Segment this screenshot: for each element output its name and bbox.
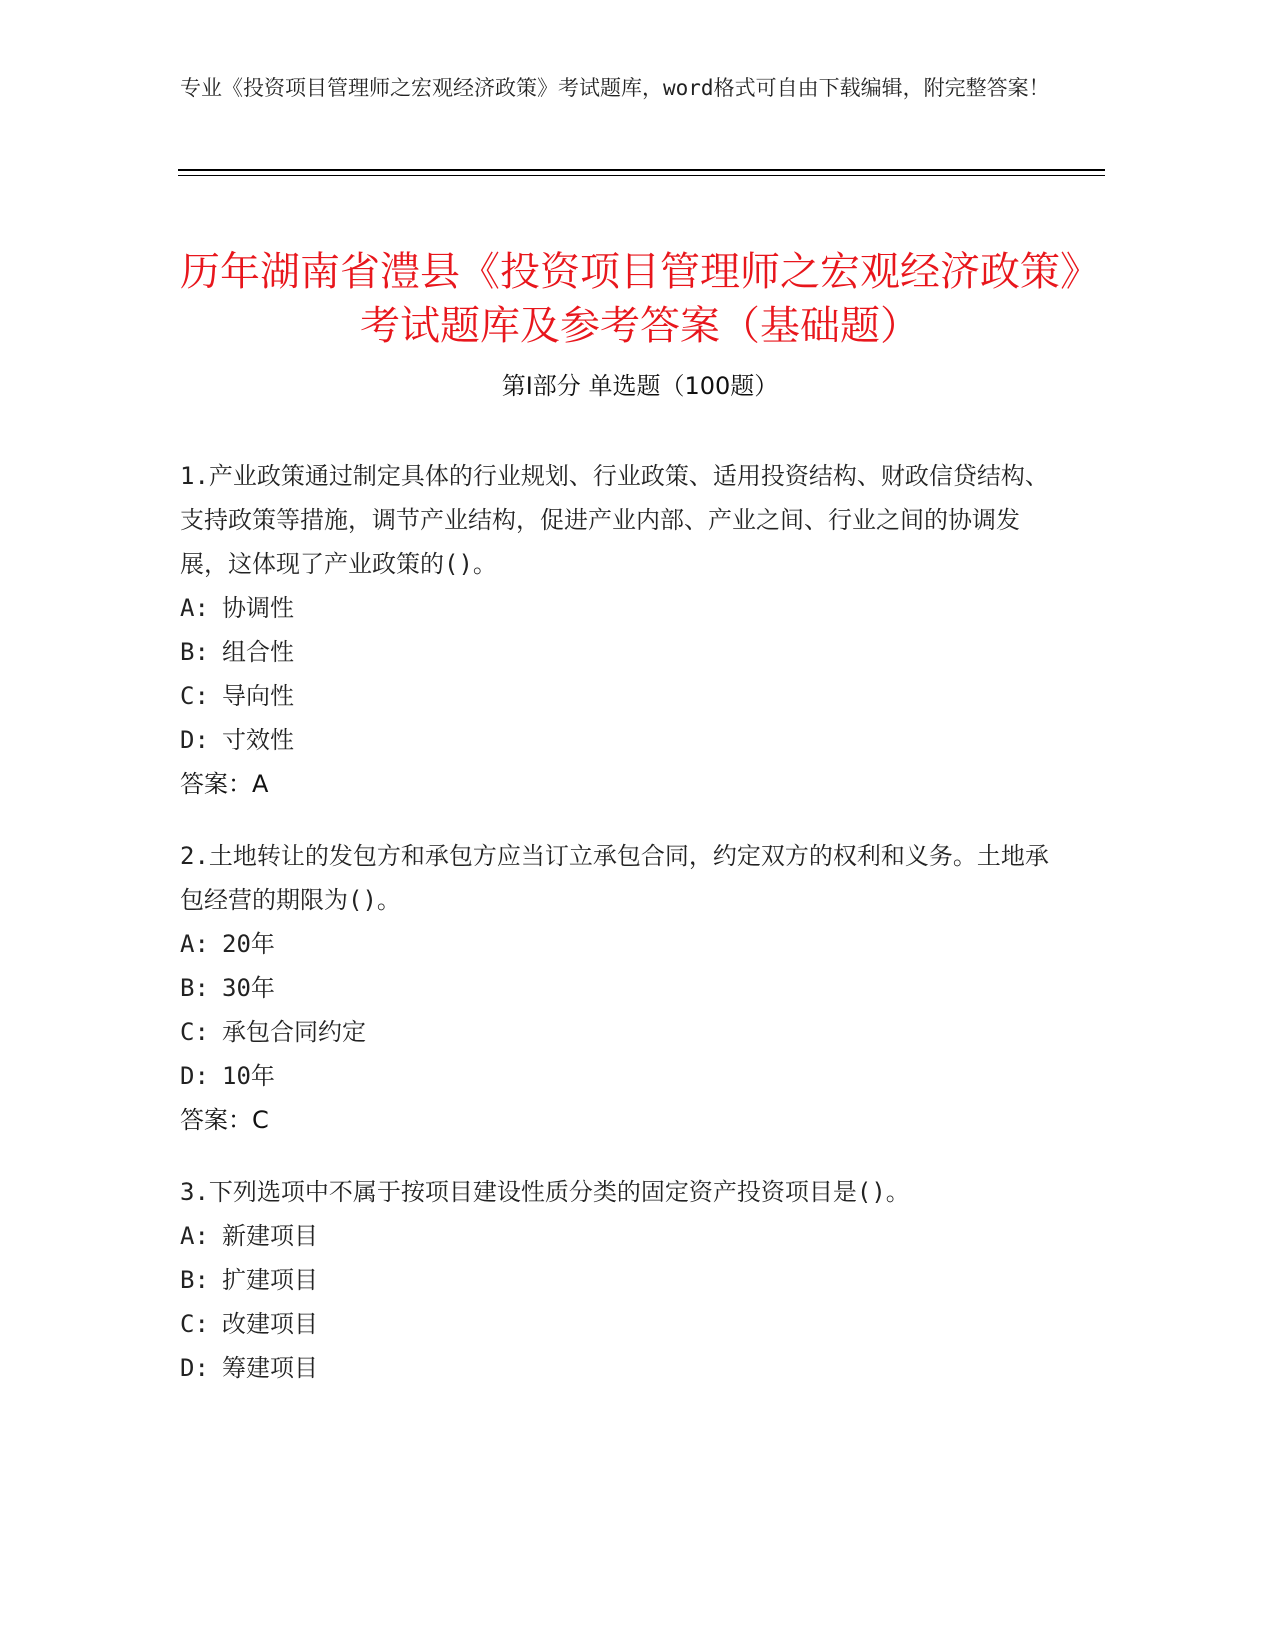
- option-text: 改建项目: [222, 1310, 318, 1338]
- option-letter: A:: [180, 930, 209, 958]
- option-letter: D:: [180, 1062, 209, 1090]
- option-b: [180, 1258, 1060, 1302]
- option-text: 筹建项目: [222, 1354, 318, 1382]
- question-1: [180, 454, 1060, 806]
- option-letter: A:: [180, 594, 209, 622]
- option-c: [180, 674, 1060, 718]
- option-text: 20年: [222, 930, 275, 958]
- answer-line: 答案：A: [180, 770, 269, 798]
- option-letter: A:: [180, 1222, 209, 1250]
- option-letter: C:: [180, 1018, 209, 1046]
- option-a: [180, 922, 1060, 966]
- option-text: 新建项目: [222, 1222, 318, 1250]
- option-letter: D:: [180, 1354, 209, 1382]
- option-a: [180, 586, 1060, 630]
- document-title: 历年湖南省澧县《投资项目管理师之宏观经济政策》考试题库及参考答案（基础题）: [180, 248, 1100, 349]
- option-c: [180, 1010, 1060, 1054]
- option-letter: C:: [180, 1310, 209, 1338]
- option-b: [180, 630, 1060, 674]
- option-text: 扩建项目: [222, 1266, 318, 1294]
- header-rule-thick: [178, 169, 1105, 171]
- option-text: 30年: [222, 974, 275, 1002]
- option-letter: B:: [180, 974, 209, 1002]
- option-text: 组合性: [222, 638, 294, 666]
- section-heading: 第Ⅰ部分 单选题（100题）: [501, 372, 779, 400]
- header-note: 专业《投资项目管理师之宏观经济政策》考试题库，word格式可自由下载编辑，附完整答案！: [180, 76, 1050, 100]
- option-text: 10年: [222, 1062, 275, 1090]
- question-list: [180, 454, 1060, 1418]
- option-letter: C:: [180, 682, 209, 710]
- option-c: [180, 1302, 1060, 1346]
- header-rule-thin: [178, 175, 1105, 176]
- question-stem: 1.产业政策通过制定具体的行业规划、行业政策、适用投资结构、财政信贷结构、支持政策等措施，调节产业结构，促进产业内部、产业之间、行业之间的协调发展，这体现了产业政策的()。: [180, 462, 1049, 578]
- option-d: [180, 1346, 1060, 1390]
- answer-line: 答案：C: [180, 1106, 269, 1134]
- question-stem: 2.土地转让的发包方和承包方应当订立承包合同，约定双方的权利和义务。土地承包经营的期限为()。: [180, 842, 1049, 914]
- option-letter: D:: [180, 726, 209, 754]
- question-3: [180, 1170, 1060, 1390]
- option-letter: B:: [180, 1266, 209, 1294]
- option-text: 寸效性: [222, 726, 294, 754]
- option-d: [180, 1054, 1060, 1098]
- option-text: 承包合同约定: [222, 1018, 366, 1046]
- question-2: [180, 834, 1060, 1142]
- option-b: [180, 966, 1060, 1010]
- option-d: [180, 718, 1060, 762]
- question-stem: 3.下列选项中不属于按项目建设性质分类的固定资产投资项目是()。: [180, 1178, 910, 1206]
- option-a: [180, 1214, 1060, 1258]
- option-text: 协调性: [222, 594, 294, 622]
- option-letter: B:: [180, 638, 209, 666]
- option-text: 导向性: [222, 682, 294, 710]
